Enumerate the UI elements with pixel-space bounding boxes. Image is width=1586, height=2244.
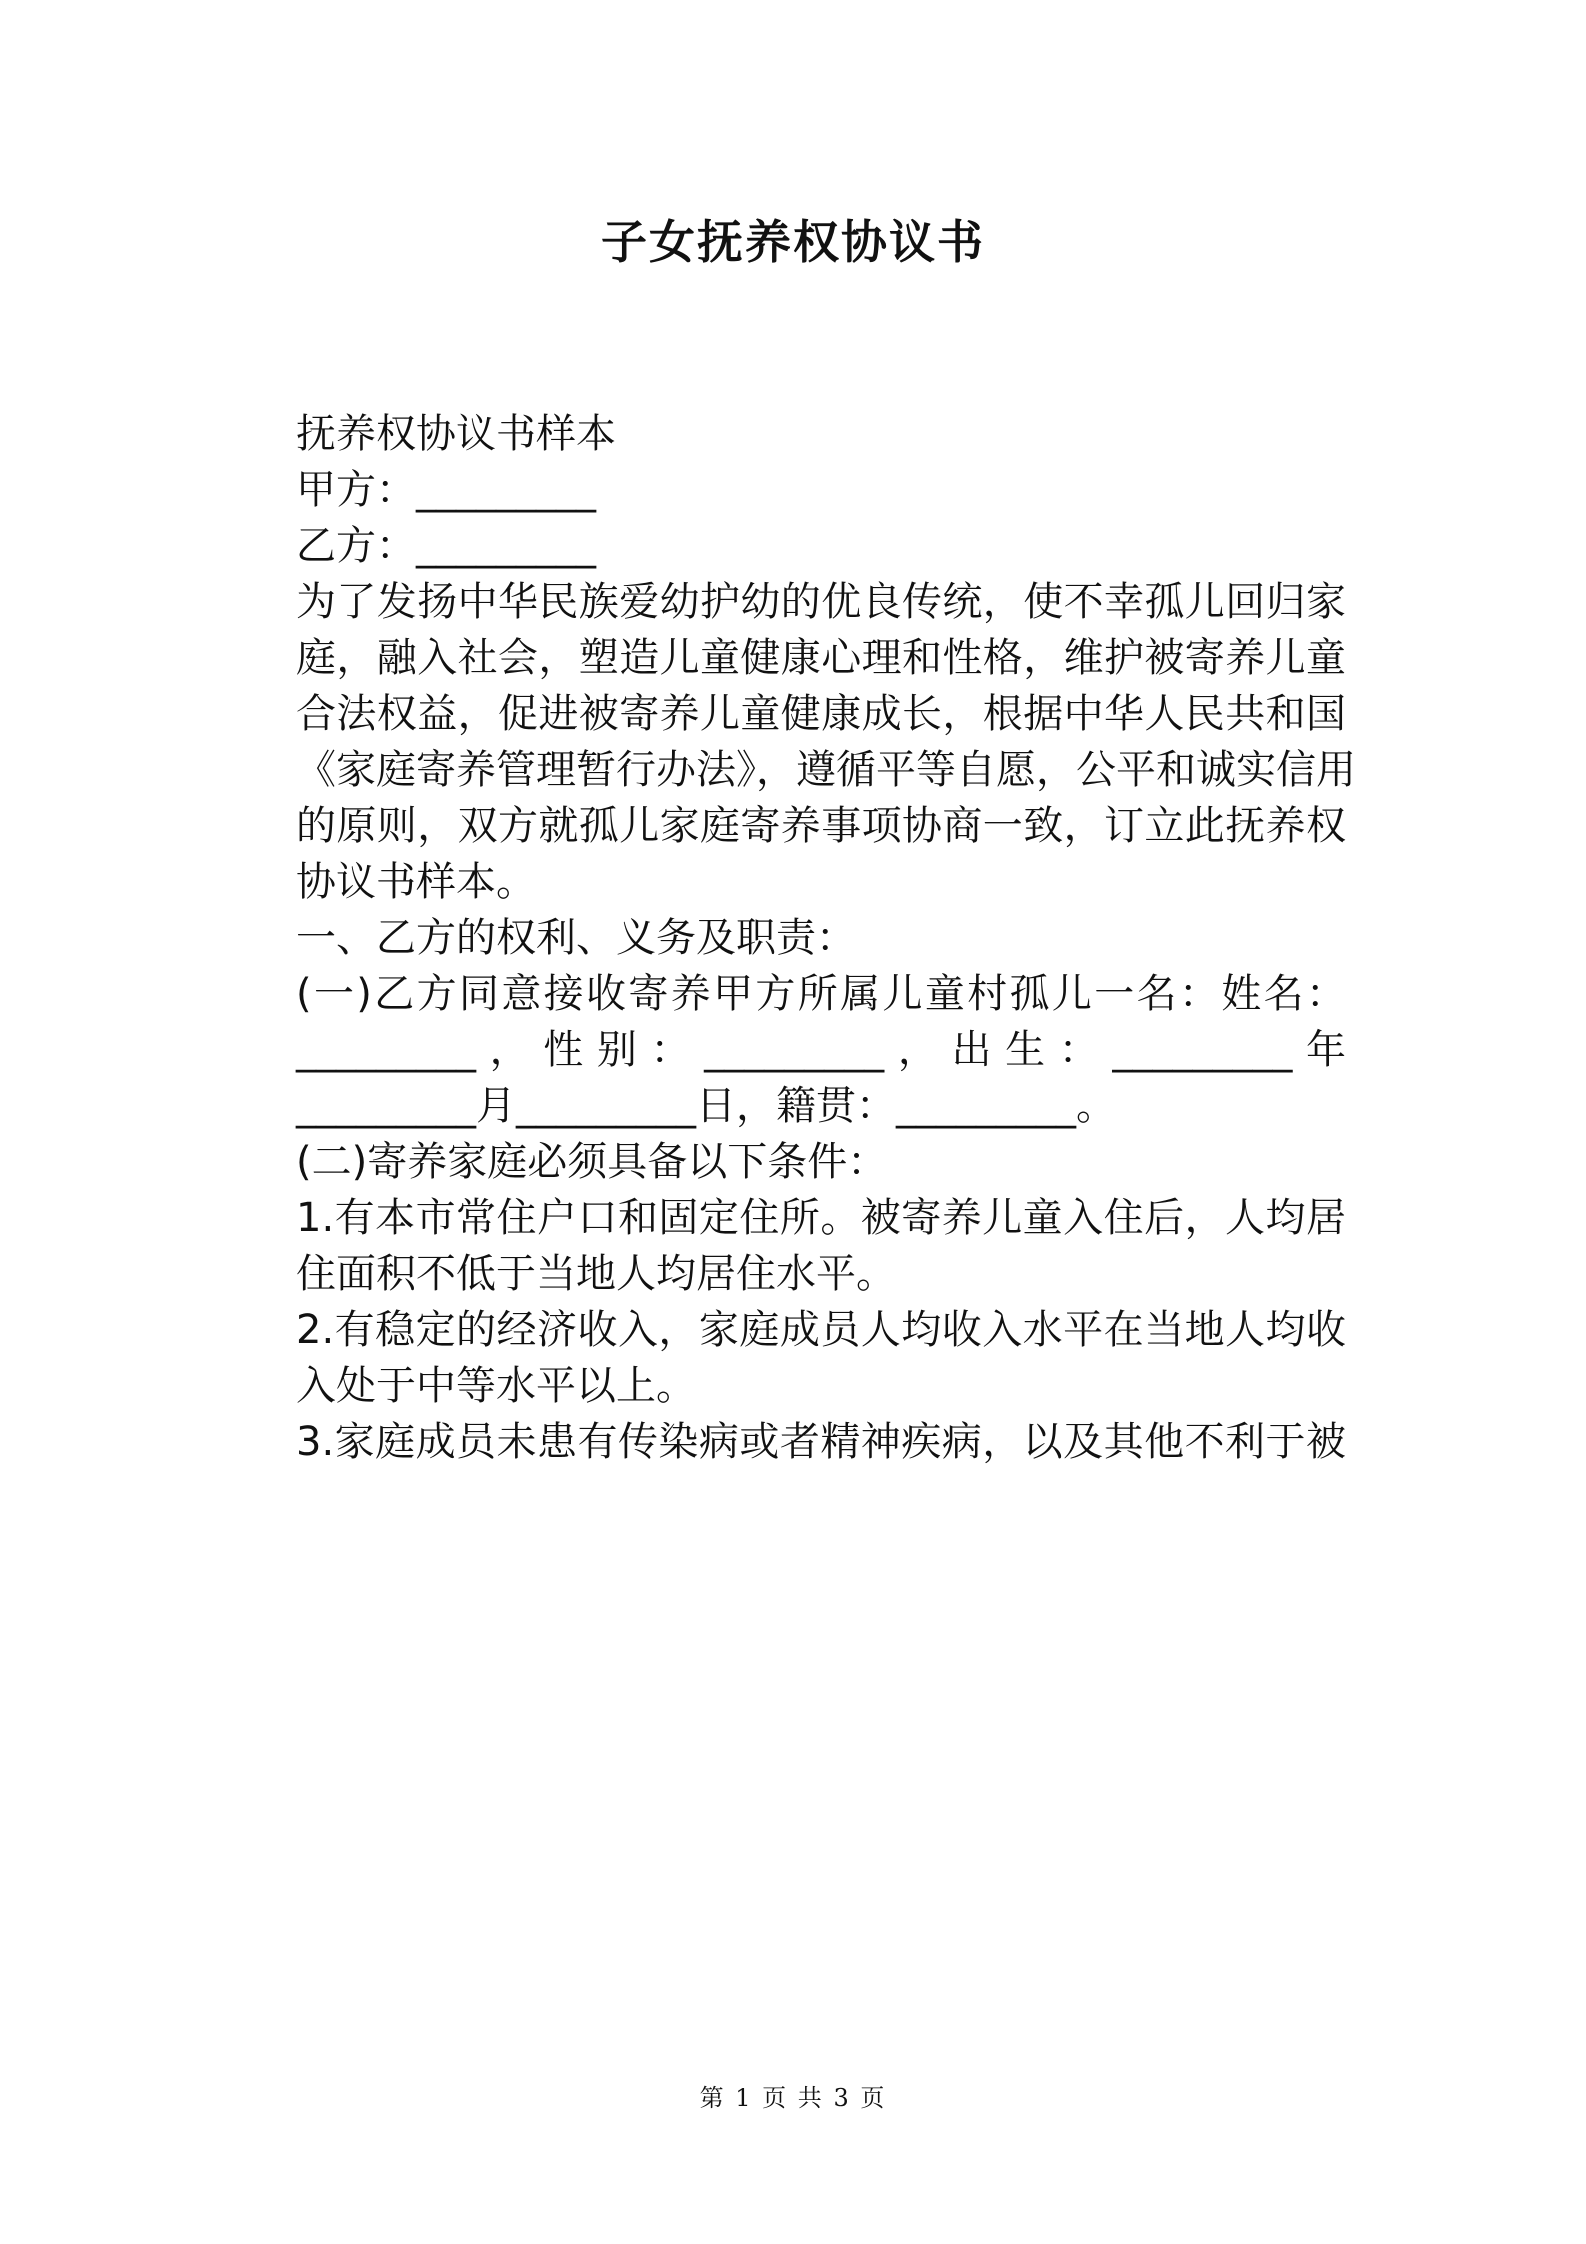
item1-line-1: (一)乙方同意接收寄养甲方所属儿童村孤儿一名：姓名： <box>296 971 1346 1017</box>
document-title: 子女抚养权协议书 <box>601 215 985 269</box>
intro-line-4: 《家庭寄养管理暂行办法》，遵循平等自愿，公平和诚实信用 <box>296 747 1356 793</box>
condition2-line-2: 入处于中等水平以上。 <box>296 1363 696 1409</box>
condition3-line-1: 3.家庭成员未患有传染病或者精神疾病，以及其他不利于被 <box>296 1419 1346 1465</box>
item1-line-2: _________，性别：_________，出生：_________年 <box>296 1027 1346 1073</box>
item1-line-3: _________月_________日，籍贯：_________。 <box>296 1083 1116 1129</box>
page-footer: 第 1 页 共 3 页 <box>699 2084 887 2112</box>
document-subtitle: 抚养权协议书样本 <box>296 411 616 457</box>
item2-heading: (二)寄养家庭必须具备以下条件： <box>296 1139 888 1185</box>
intro-line-2: 庭，融入社会，塑造儿童健康心理和性格，维护被寄养儿童 <box>296 635 1346 681</box>
party-b-line: 乙方：_________ <box>296 523 596 569</box>
condition1-line-1: 1.有本市常住户口和固定住所。被寄养儿童入住后，人均居 <box>296 1195 1346 1241</box>
party-a-line: 甲方：_________ <box>296 467 596 513</box>
intro-line-1: 为了发扬中华民族爱幼护幼的优良传统，使不幸孤儿回归家 <box>296 579 1346 625</box>
intro-line-3: 合法权益，促进被寄养儿童健康成长，根据中华人民共和国 <box>296 691 1346 737</box>
intro-line-5: 的原则，双方就孤儿家庭寄养事项协商一致，订立此抚养权 <box>296 803 1346 849</box>
condition1-line-2: 住面积不低于当地人均居住水平。 <box>296 1251 896 1297</box>
intro-line-6: 协议书样本。 <box>296 859 536 905</box>
condition2-line-1: 2.有稳定的经济收入，家庭成员人均收入水平在当地人均收 <box>296 1307 1346 1353</box>
section1-heading: 一、乙方的权利、义务及职责： <box>296 915 856 961</box>
